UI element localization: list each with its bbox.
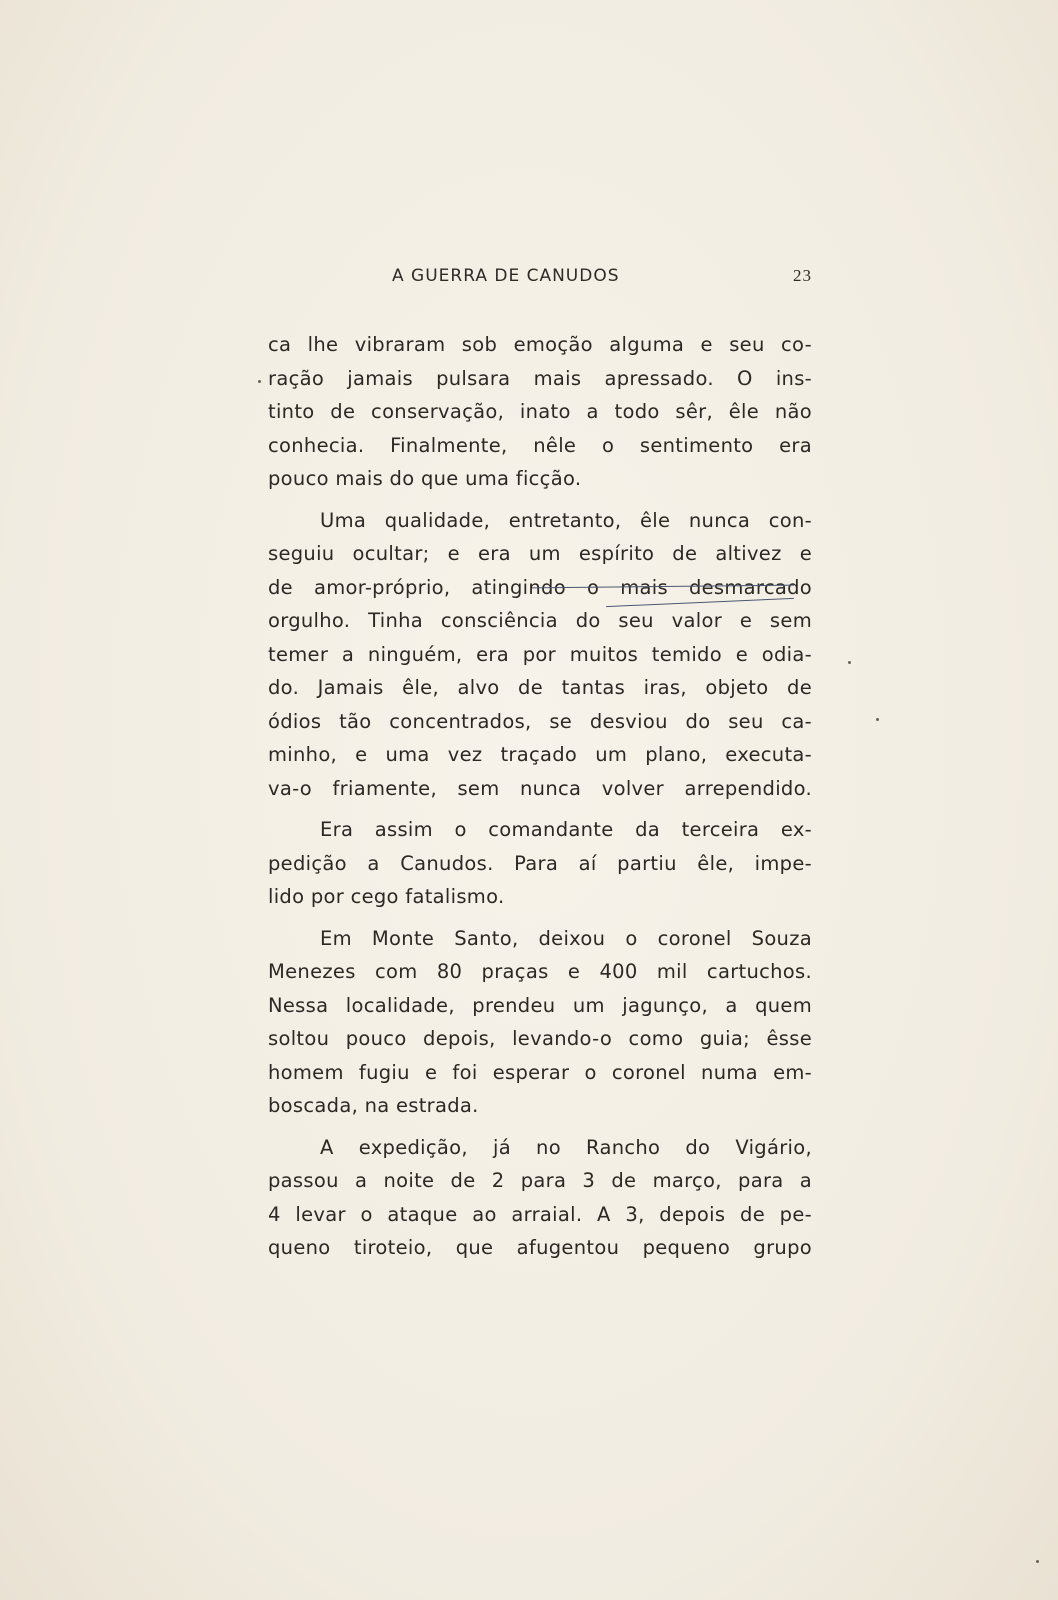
paragraph-3 — [268, 813, 812, 914]
text-line: seguiu ocultar; e era um espírito de altivez e — [268, 542, 812, 565]
text-line: soltou pouco depois, levando-o como guia; êsse — [268, 1027, 812, 1050]
text-line: conhecia. Finalmente, nêle o sentimento era — [268, 433, 812, 457]
text-line: do. Jamais êle, alvo de tantas iras, objeto de — [268, 676, 812, 699]
text-line: Em Monte Santo, deixou o coronel Souza — [320, 926, 812, 950]
text-line: queno tiroteio, que afugentou pequeno grupo — [268, 1236, 812, 1259]
paragraph-1 — [268, 328, 812, 496]
paper-speck — [876, 718, 879, 721]
text-line: Menezes com 80 praças e 400 mil cartuchos. — [268, 960, 812, 983]
text-line: temer a ninguém, era por muitos temido e odia- — [268, 642, 812, 666]
text-line: lido por cego fatalismo. — [268, 885, 505, 908]
paragraph-4 — [268, 922, 812, 1123]
text-line: 4 levar o ataque ao arraial. A 3, depois de pe- — [268, 1202, 812, 1226]
text-line: de amor-próprio, atingindo o mais desmarcado — [268, 575, 812, 599]
text-line: pouco mais do que uma ficção. — [268, 467, 582, 490]
running-title: A GUERRA DE CANUDOS — [392, 266, 620, 286]
page-number: 23 — [793, 266, 812, 285]
text-line: passou a noite de 2 para 3 de março, para a — [268, 1169, 812, 1192]
text-line: Uma qualidade, entretanto, êle nunca con- — [320, 508, 812, 532]
paper-speck — [1036, 1560, 1039, 1563]
text-line: A expedição, já no Rancho do Vigário, — [320, 1135, 812, 1159]
paragraph-2 — [268, 504, 812, 806]
paper-speck — [258, 380, 261, 383]
text-line: boscada, na estrada. — [268, 1094, 479, 1117]
text-line: pedição a Canudos. Para aí partiu êle, impe- — [268, 851, 812, 875]
text-line: minho, e uma vez traçado um plano, executa- — [268, 743, 812, 766]
body-text — [268, 328, 812, 1273]
text-line: homem fugiu e foi esperar o coronel numa em- — [268, 1060, 812, 1084]
text-line: va-o friamente, sem nunca volver arrependido. — [268, 776, 812, 800]
text-line: Nessa localidade, prendeu um jagunço, a quem — [268, 993, 812, 1017]
text-line: ca lhe vibraram sob emoção alguma e seu co- — [268, 333, 812, 356]
text-line: ódios tão concentrados, se desviou do seu ca- — [268, 709, 812, 733]
text-line: ração jamais pulsara mais apressado. O ins- — [268, 366, 812, 390]
paper-speck — [848, 661, 851, 664]
running-header — [392, 266, 812, 292]
paragraph-5 — [268, 1131, 812, 1265]
text-line: Era assim o comandante da terceira ex- — [320, 818, 812, 841]
text-line: orgulho. Tinha consciência do seu valor e sem — [268, 609, 812, 632]
text-line: tinto de conservação, inato a todo sêr, êle não — [268, 400, 812, 423]
